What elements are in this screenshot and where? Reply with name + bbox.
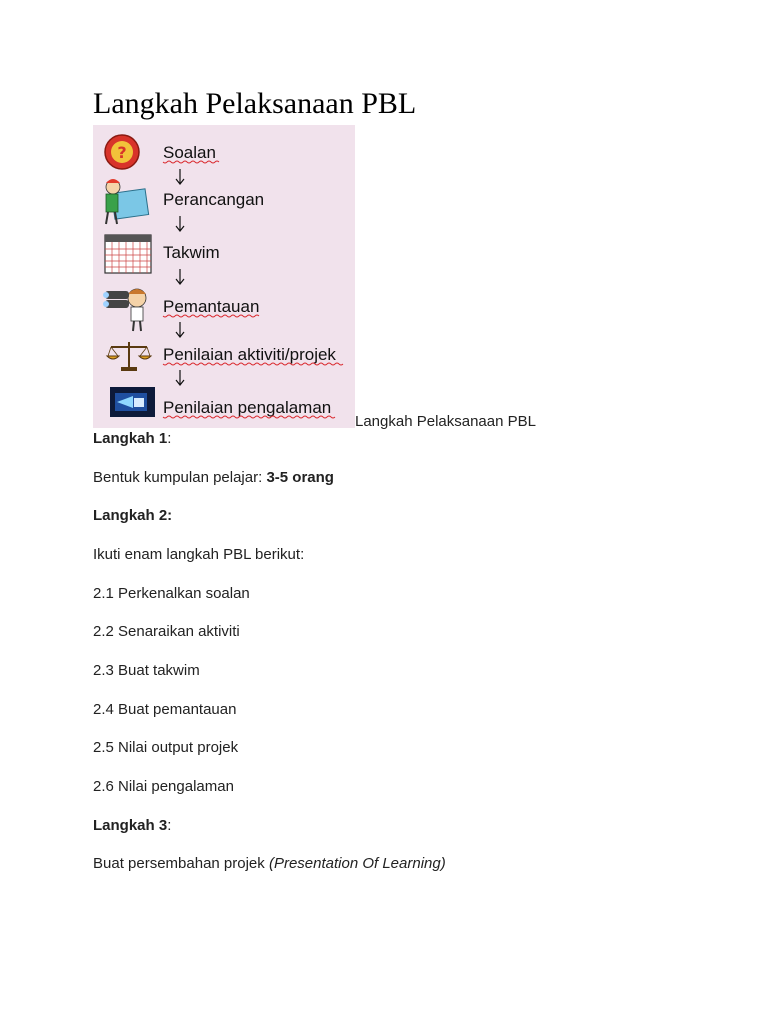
step2-intro: Ikuti enam langkah PBL berikut: (93, 546, 305, 563)
step2-heading: Langkah 2: (93, 507, 173, 524)
experience-icon (110, 387, 155, 417)
step-label-takwim: Takwim (163, 243, 220, 262)
arrow-down-icon (176, 370, 184, 385)
figure-caption: Langkah Pelaksanaan PBL (355, 413, 536, 430)
step-label-penilaian-pengalaman: Penilaian pengalaman (163, 398, 332, 417)
arrow-down-icon (176, 269, 184, 284)
balance-scale-icon (107, 342, 151, 371)
step3-text: Buat persembahan projek (93, 855, 269, 872)
step3-colon: : (167, 817, 172, 834)
step1-heading-line (93, 430, 171, 448)
step3-paragraph (93, 855, 446, 873)
substep-item: 2.1 Perkenalkan soalan (93, 585, 250, 602)
step1-paragraph (93, 469, 334, 487)
page-title: Langkah Pelaksanaan PBL (93, 87, 417, 120)
arrow-down-icon (176, 169, 184, 184)
svg-text:?: ? (117, 143, 127, 162)
step-label-penilaian-aktiviti: Penilaian aktiviti/projek (163, 345, 336, 364)
step3-heading: Langkah 3 (93, 817, 168, 834)
substep-item: 2.3 Buat takwim (93, 662, 200, 679)
binoculars-icon (103, 289, 146, 331)
step1-heading: Langkah 1 (93, 430, 168, 447)
substep-item: 2.6 Nilai pengalaman (93, 778, 234, 795)
arrow-down-icon (176, 216, 184, 231)
arrow-down-icon (176, 322, 184, 337)
step1-value: 3-5 orang (266, 469, 334, 486)
step-label-soalan: Soalan (163, 143, 216, 162)
step1-colon: : (167, 430, 172, 447)
calendar-icon (105, 235, 151, 273)
step2-heading-line (93, 507, 172, 525)
step-label-pemantauan: Pemantauan (163, 297, 260, 316)
question-mark-icon (105, 135, 139, 169)
step3-heading-line (93, 817, 171, 835)
substep-item: 2.5 Nilai output projek (93, 739, 239, 756)
step-label-perancangan: Perancangan (163, 190, 265, 209)
planning-map-icon (106, 179, 149, 224)
step3-italic: (Presentation Of Learning) (268, 855, 446, 872)
step1-text: Bentuk kumpulan pelajar: (93, 469, 267, 486)
substep-item: 2.2 Senaraikan aktiviti (93, 623, 240, 640)
substep-item: 2.4 Buat pemantauan (93, 701, 237, 718)
pbl-steps-figure (93, 125, 355, 428)
